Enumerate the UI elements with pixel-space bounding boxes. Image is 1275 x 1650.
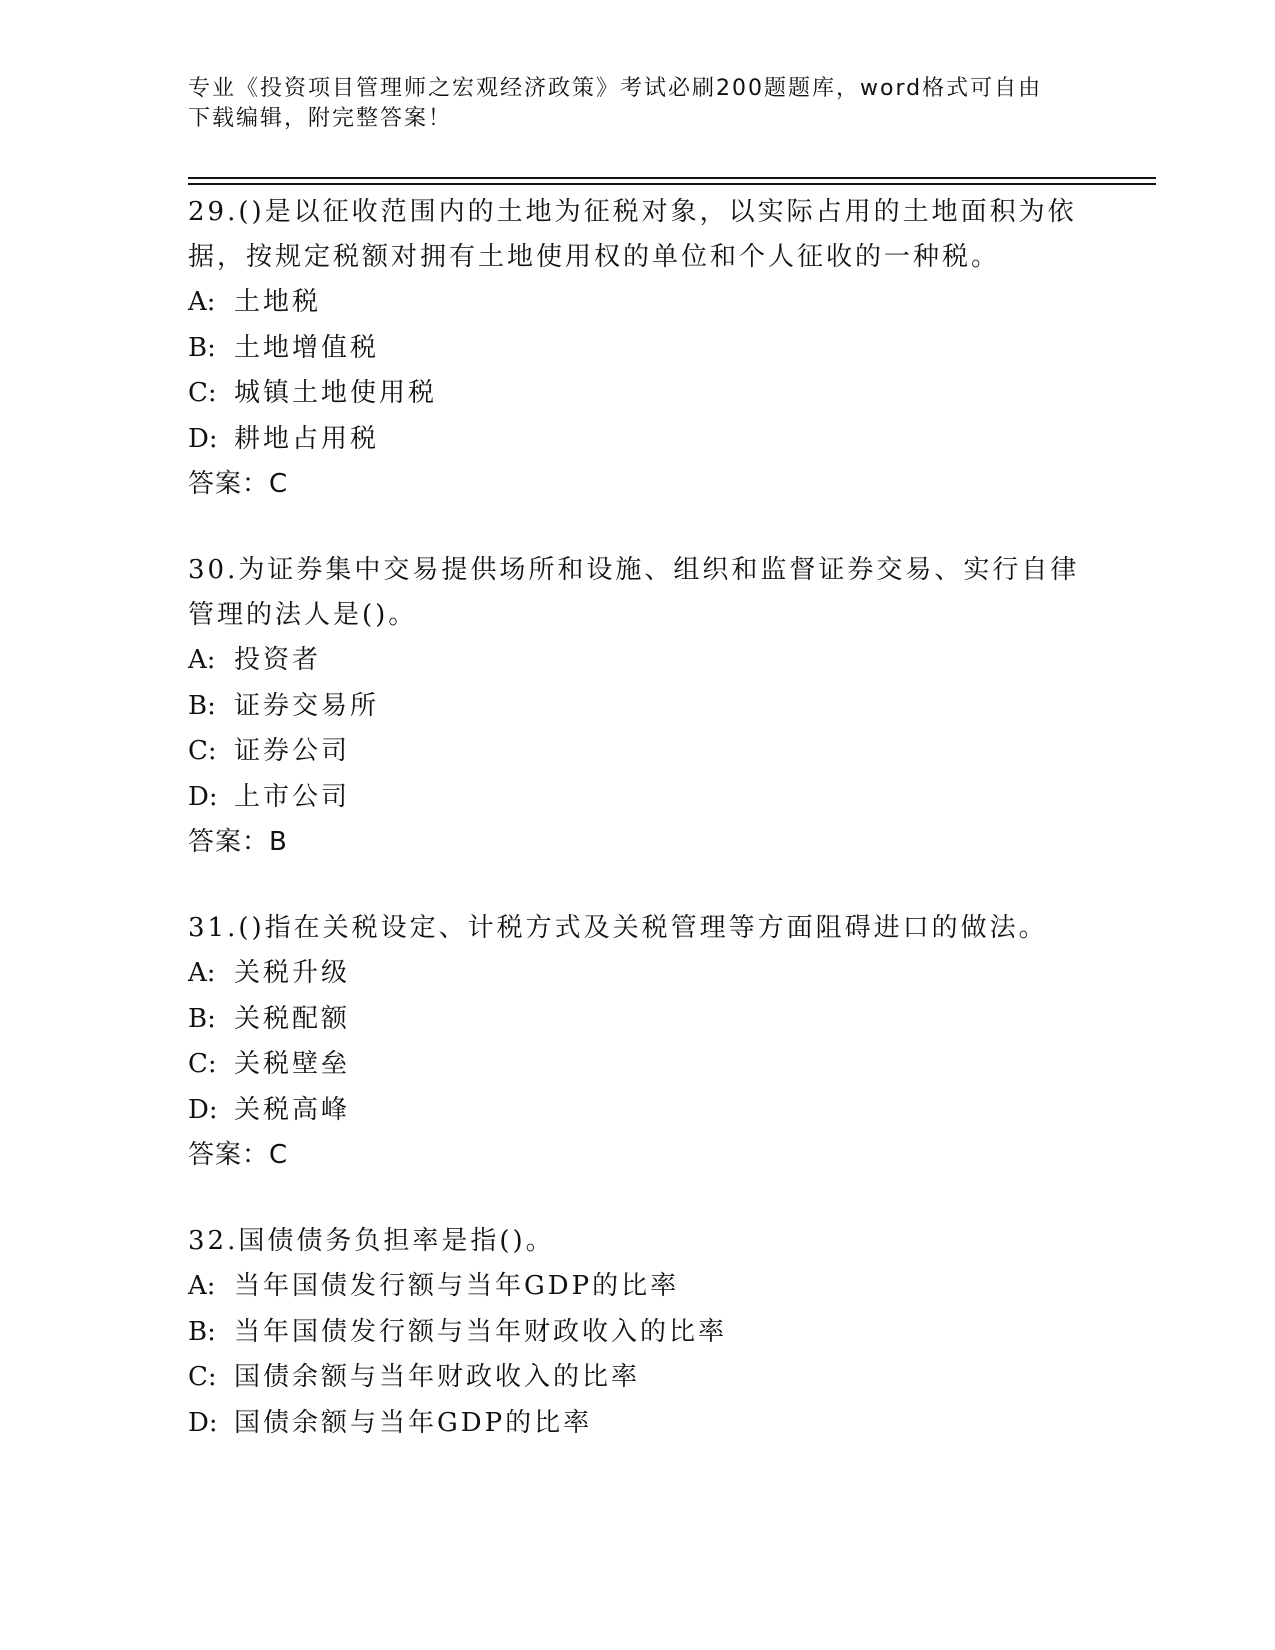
- option-a: [188, 951, 1088, 997]
- question-list: [188, 190, 1088, 1487]
- option-letter: D:: [188, 781, 218, 812]
- option-text: 关税升级: [234, 958, 351, 988]
- option-letter: C:: [188, 736, 217, 766]
- question-stem: [188, 548, 1088, 638]
- option-text: 土地税: [234, 287, 322, 317]
- option-letter: C:: [188, 1049, 217, 1079]
- option-c: [188, 1355, 1088, 1401]
- option-b: [188, 326, 1088, 372]
- stem-line: 29.()是以征收范围内的土地为征税对象，以实际占用的土地面积为依: [188, 197, 1077, 227]
- option-text: 当年国债发行额与当年财政收入的比率: [234, 1316, 728, 1347]
- stem-line: 据，按规定税额对拥有土地使用权的单位和个人征收的一种税。: [188, 242, 1001, 272]
- option-d: [188, 1401, 1088, 1447]
- answer-line: 答案：C: [188, 1140, 289, 1170]
- option-text: 证券交易所: [234, 690, 380, 721]
- option-text: 证券公司: [234, 736, 351, 766]
- header-divider-bottom: [188, 183, 1156, 185]
- option-letter: B:: [188, 690, 216, 721]
- option-text: 上市公司: [234, 781, 351, 812]
- option-letter: D:: [188, 1407, 218, 1438]
- question-31: [188, 906, 1088, 1178]
- option-text: 耕地占用税: [234, 423, 380, 454]
- answer-line: 答案：C: [188, 469, 289, 499]
- option-text: 国债余额与当年财政收入的比率: [234, 1362, 641, 1392]
- option-letter: C:: [188, 378, 217, 408]
- document-header: [188, 74, 1068, 134]
- option-text: 关税配额: [234, 1003, 351, 1034]
- option-text: 关税壁垒: [234, 1049, 351, 1079]
- option-d: [188, 417, 1088, 463]
- option-letter: A:: [188, 1271, 216, 1301]
- option-letter: A:: [188, 958, 216, 988]
- option-letter: B:: [188, 1003, 216, 1034]
- option-text: 国债余额与当年GDP的比率: [234, 1407, 593, 1438]
- option-letter: B:: [188, 332, 216, 363]
- answer-line: 答案：B: [188, 827, 288, 857]
- option-b: [188, 1310, 1088, 1356]
- option-c: [188, 1042, 1088, 1088]
- question-stem: [188, 906, 1088, 951]
- option-letter: D:: [188, 423, 218, 454]
- option-letter: B:: [188, 1316, 216, 1347]
- option-text: 当年国债发行额与当年GDP的比率: [234, 1271, 680, 1301]
- stem-line: 管理的法人是()。: [188, 600, 418, 630]
- option-d: [188, 1088, 1088, 1134]
- header-line-2: 下载编辑，附完整答案！: [188, 106, 453, 131]
- question-32: [188, 1219, 1088, 1446]
- stem-line: 30.为证券集中交易提供场所和设施、组织和监督证券交易、实行自律: [188, 555, 1080, 585]
- option-a: [188, 638, 1088, 684]
- question-stem: [188, 1219, 1088, 1264]
- option-letter: D:: [188, 1094, 218, 1125]
- option-letter: A:: [188, 645, 216, 675]
- option-text: 投资者: [234, 645, 322, 675]
- question-29: [188, 190, 1088, 507]
- option-letter: C:: [188, 1362, 217, 1392]
- option-b: [188, 684, 1088, 730]
- option-c: [188, 371, 1088, 417]
- option-text: 城镇土地使用税: [234, 378, 438, 408]
- question-stem: [188, 190, 1088, 280]
- option-a: [188, 1264, 1088, 1310]
- option-b: [188, 997, 1088, 1043]
- option-text: 关税高峰: [234, 1094, 351, 1125]
- header-line-1: 专业《投资项目管理师之宏观经济政策》考试必刷200题题库，word格式可自由: [188, 76, 1043, 101]
- option-a: [188, 280, 1088, 326]
- option-d: [188, 775, 1088, 821]
- option-text: 土地增值税: [234, 332, 380, 363]
- option-letter: A:: [188, 287, 216, 317]
- option-c: [188, 729, 1088, 775]
- stem-line: 32.国债债务负担率是指()。: [188, 1226, 555, 1256]
- header-divider-top: [188, 177, 1156, 179]
- question-30: [188, 548, 1088, 865]
- stem-line: 31.()指在关税设定、计税方式及关税管理等方面阻碍进口的做法。: [188, 913, 1048, 943]
